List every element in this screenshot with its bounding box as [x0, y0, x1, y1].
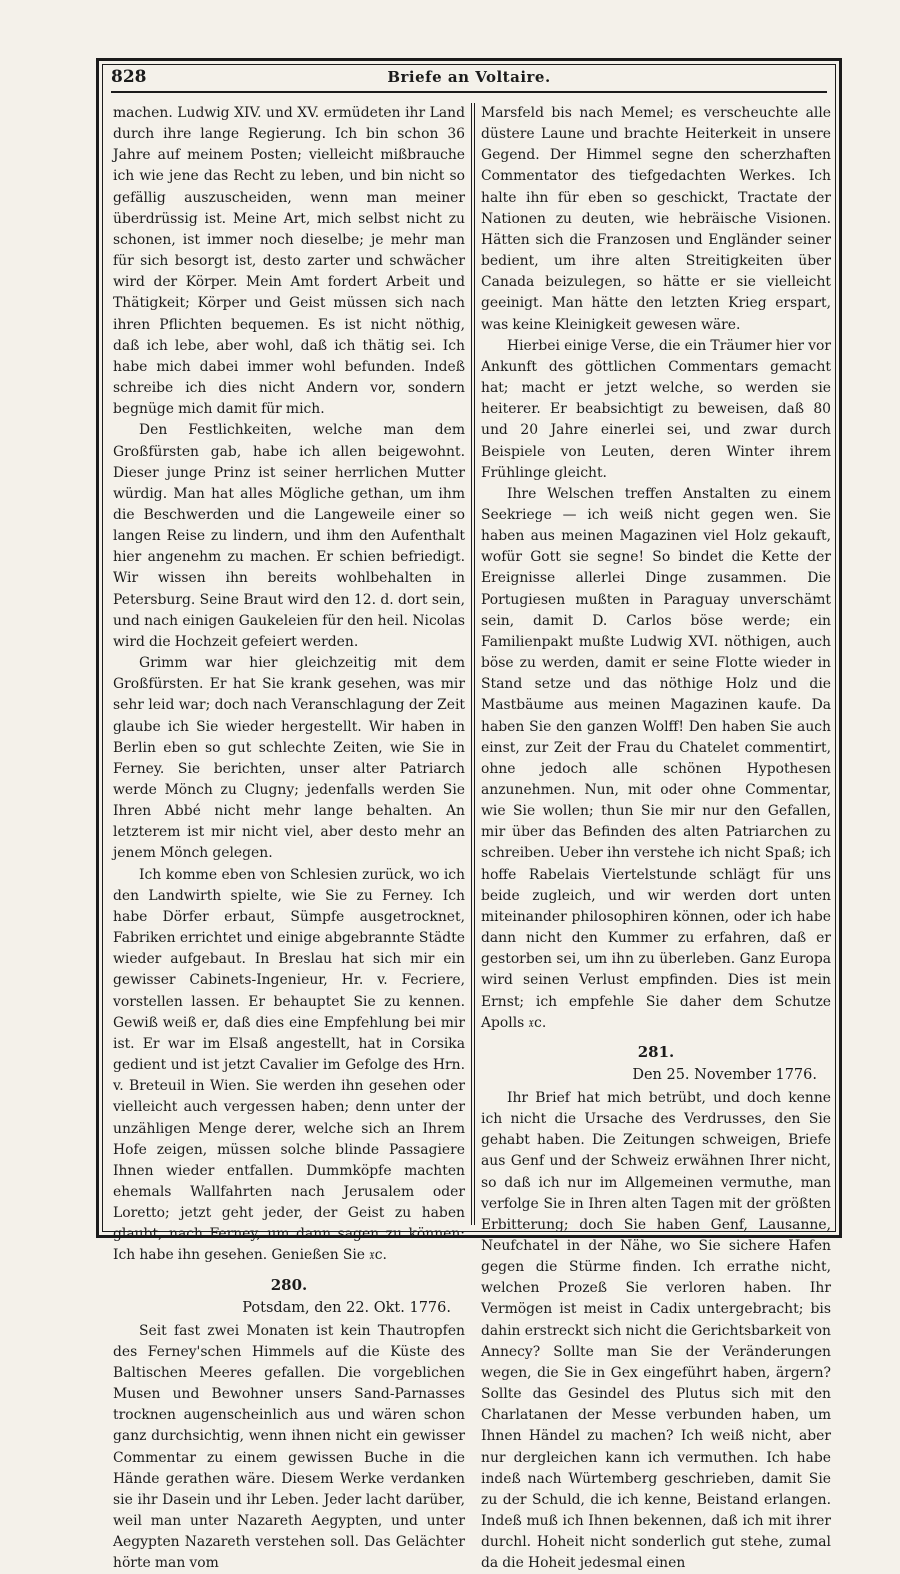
right-column [481, 103, 831, 1572]
letter-dateline: Den 25. November 1776. [632, 1066, 817, 1083]
letter-dateline: Potsdam, den 22. Okt. 1776. [242, 1299, 451, 1316]
running-head: Briefe an Voltaire. [387, 68, 551, 86]
column-divider [471, 103, 472, 1225]
left-column [113, 103, 465, 1572]
letter-number: 281. [637, 1042, 675, 1061]
paragraph: Ihre Welschen treffen Anstalten zu einem Seekriege — ich weiß nicht gegen wen. Sie haben aus meinen Magazinen viel Holz gekauft, wofür Gott sie segne! So bindet die Kette der Ereignisse allerlei Dinge zusammen. Die Portugiesen mußten in Paraguay unverschämt sein, damit D. Carlos böse werde; ein Familienpakt mußte Ludwig XVI. nöthigen, auch böse zu werden, damit er seine Flotte wieder in Stand setze und das nöthige Holz und die Mastbäume aus meinen Magazinen kaufe. Da haben Sie den ganzen Wolff! Den haben Sie auch einst, zur Zeit der Frau du Chatelet commentirt, ohne jedoch alle schönen Hypothesen anzunehmen. Nun, mit oder ohne Commentar, wie Sie wollen; thun Sie mir nur den Gefallen, mir über das Befinden des alten Patriarchen zu schreiben. Ueber ihn verstehe ich nicht Spaß; ich hoffe Rabelais Viertelstunde schlägt für uns beide zugleich, und wir werden dort unten miteinander philosophiren können, oder ich habe dann nicht den Kummer zu erfahren, daß er gestorben sei, um ihn zu überleben. Ganz Europa wird seinen Verlust empfinden. Dies ist mein Ernst; ich empfehle Sie daher dem Schutze Apolls 𝔵c. [481, 485, 831, 1031]
column-divider-second [474, 103, 475, 1225]
paragraph: Ihr Brief hat mich betrübt, und doch kenne ich nicht die Ursache des Verdrusses, den Sie gehabt haben. Die Zeitungen schweigen, Briefe aus Genf und der Schweiz erwähnen Ihrer nicht, so daß ich nur im Allgemeinen vermuthe, man verfolge Sie in Ihren alten Tagen mit der größten Erbitterung; doch Sie haben Genf, Lausanne, Neufchatel in der Nähe, wo Sie sichere Hafen gegen die Stürme finden. Ich errathe nicht, welchen Prozeß Sie verloren haben. Ihr Vermögen ist meist in Cadix untergebracht; bis dahin erstreckt sich nicht die Gerichtsbarkeit von Annecy? Sollte man Sie der Veränderungen wegen, die Sie in Gex eingeführt haben, ärgern? Sollte das Gesindel des Plutus sich mit den Charlatanen der Messe verbunden haben, um Ihnen Händel zu machen? Ich weiß nicht, aber nur dergleichen kann ich vermuthen. Ich habe indeß nach Würtemberg geschrieben, damit Sie zu der Schuld, die ich kenne, Beistand erlangen. Indeß muß ich Ihnen bekennen, daß ich mit ihrer durchl. Hoheit nicht sonderlich gut stehe, zumal da die Hoheit jedesmal einen [481, 1089, 831, 1572]
paragraph: Den Festlichkeiten, welche man dem Großfürsten gab, habe ich allen beigewohnt. Dieser junge Prinz ist seiner herrlichen Mutter würdig. Man hat alles Mögliche gethan, um ihm die Beschwerden und die Langeweile einer so langen Reise zu lindern, und ihm den Aufenthalt hier angenehm zu machen. Er schien befriedigt. Wir wissen ihn bereits wohlbehalten in Petersburg. Seine Braut wird den 12. d. dort sein, und nach einigen Gaukeleien für den heil. Nicolas wird die Hochzeit gefeiert werden. [113, 422, 465, 650]
page-header [111, 65, 827, 93]
paragraph: Seit fast zwei Monaten ist kein Thautropfen des Ferney'schen Himmels auf die Küste des Baltischen Meeres gefallen. Die vorgeblichen Musen und Bewohner unsers Sand-Parnasses trocknen augenscheinlich aus und wären schon ganz durchsichtig, wenn ihnen nicht ein gewisser Commentar zu einem gewissen Buche in die Hände gerathen wäre. Diesem Werke verdanken sie ihr Dasein und ihr Leben. Jeder lacht darüber, weil man unter Nazareth Aegypten, und unter Aegypten Nazareth verstehen soll. Das Gelächter hörte man vom [113, 1322, 465, 1572]
page-number: 828 [111, 67, 147, 87]
text-columns [109, 103, 831, 1572]
paragraph: Ich komme eben von Schlesien zurück, wo ich den Landwirth spielte, wie Sie zu Ferney. Ich habe Dörfer erbaut, Sümpfe ausgetrocknet, Fabriken errichtet und einige abgebrannte Städte wieder aufgebaut. In Breslau hat sich mir ein gewisser Cabinets-Ingenieur, Hr. v. Fecriere, vorstellen lassen. Er behauptet Sie zu kennen. Gewiß weiß er, daß dies eine Empfehlung bei mir ist. Er war im Elsaß angestellt, hat in Corsika gedient und ist jetzt Cavalier im Gefolge des Hrn. v. Breteuil in Wien. Sie werden ihn gesehen oder vielleicht auch vergessen haben; denn unter der unzähligen Menge derer, welche sich an Ihrem Hofe zeigen, müssen solche blinde Passagiere Ihnen wieder entfallen. Dummköpfe machten ehemals Wallfahrten nach Jerusalem oder Loretto; jetzt geht jeder, der Geist zu haben glaubt, nach Ferney, um dann sagen zu können: Ich habe ihn gesehen. Genießen Sie 𝔵c. [113, 866, 465, 1264]
paragraph: machen. Ludwig XIV. und XV. ermüdeten ihr Land durch ihre lange Regierung. Ich bin schon 36 Jahre auf meinem Posten; vielleicht mißbrauche ich wie jene das Recht zu leben, und bin nicht so gefällig auszuscheiden, wenn man meiner überdrüssig ist. Meine Art, mich selbst nicht zu schonen, ist immer noch dieselbe; je mehr man für sich besorgt ist, desto zarter und schwächer wird der Körper. Mein Amt fordert Arbeit und Thätigkeit; Körper und Geist müssen sich nach ihren Pflichten bequemen. Es ist nicht nöthig, daß ich lebe, aber wohl, daß ich thätig sei. Ich habe mich dabei immer wohl befunden. Indeß schreibe ich dies nicht Andern vor, sondern begnüge mich damit für mich. [113, 105, 465, 418]
paragraph: Marsfeld bis nach Memel; es verscheuchte alle düstere Laune und brachte Heiterkeit in unsere Gegend. Der Himmel segne den scherzhaften Commentator des tiefgedachten Werkes. Ich halte ihn für eben so geschickt, Tractate der Nationen zu deuten, wie hebräische Visionen. Hätten sich die Franzosen und Engländer seiner bedient, um ihre alten Streitigkeiten über Canada beizulegen, so hätte er sie vielleicht geeinigt. Man hätte den letzten Krieg erspart, was keine Kleinigkeit gewesen wäre. [481, 105, 831, 333]
paragraph: Grimm war hier gleichzeitig mit dem Großfürsten. Er hat Sie krank gesehen, was mir sehr leid war; doch nach Veranschlagung der Zeit glaube ich Sie wieder hergestellt. Wir haben in Berlin eben so gut schlechte Zeiten, wie Sie in Ferney. Sie berichten, unser alter Patriarch werde Mönch zu Clugny; jedenfalls werden Sie Ihren Abbé nicht mehr lange behalten. An letzterem ist mir nicht viel, aber desto mehr an jenem Mönch gelegen. [113, 655, 465, 862]
page-frame [96, 58, 842, 1572]
paragraph: Hierbei einige Verse, die ein Träumer hier vor Ankunft des göttlichen Commentars gemacht hat; macht er jetzt welche, so werden sie heiterer. Er beabsichtigt zu beweisen, daß 80 und 20 Jahre einerlei sei, und zwar durch Beispiele von Leuten, deren Winter ihrem Frühlinge gleicht. [481, 337, 831, 481]
letter-number: 280. [270, 1275, 308, 1294]
